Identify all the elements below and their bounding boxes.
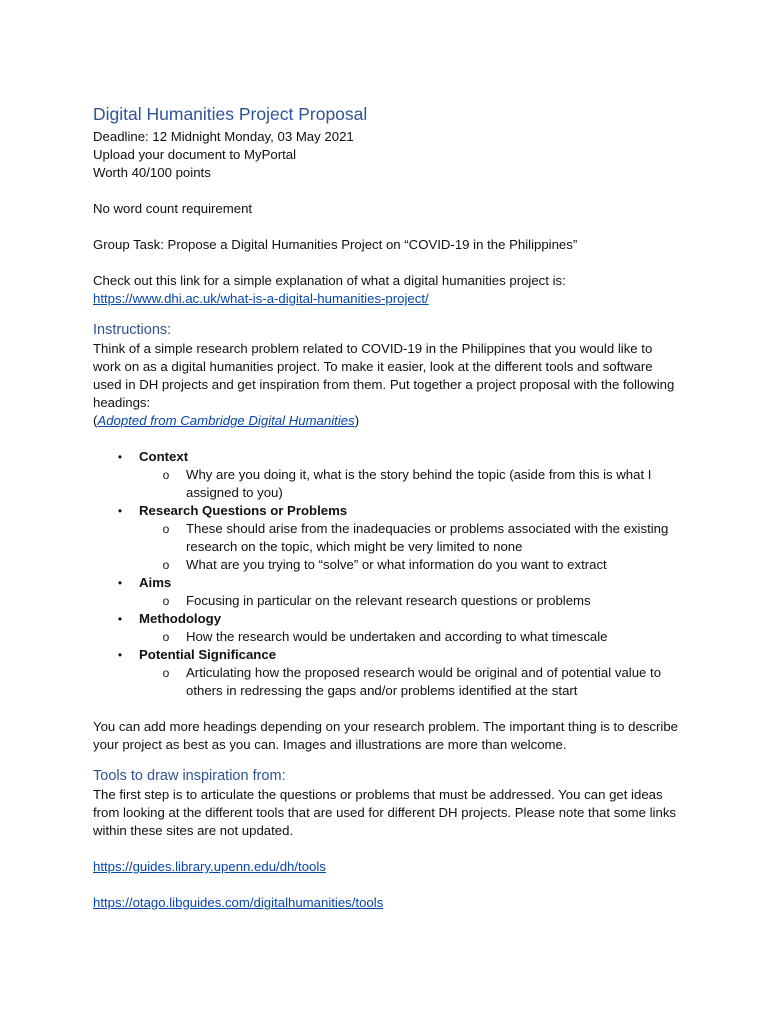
heading-label: Context: [139, 449, 189, 464]
instructions-body: Think of a simple research problem related to COVID-19 in the Philippines that you would like to work on as a digital humanities project. To make it easier, look at the different tools and software used in DH projects and get inspiration from them. Put together a project proposal with the following headings:: [93, 341, 675, 410]
sub-item: o Articulating how the proposed research would be original and of potential value to others in redressing the gaps and/or problems identified at the start: [162, 665, 662, 698]
bullet: •: [117, 612, 123, 626]
heading-label: Methodology: [139, 611, 222, 626]
sub-item: o Focusing in particular on the relevant research questions or problems: [162, 593, 591, 608]
sub-item: o How the research would be undertaken and according to what timescale: [162, 629, 608, 644]
document-body: [93, 102, 683, 912]
sub-item: o Why are you doing it, what is the story behind the topic (aside from this is what I assigned to you): [162, 467, 652, 500]
bullet: •: [117, 504, 123, 518]
heading-label: Aims: [139, 575, 172, 590]
bullet: •: [117, 648, 123, 662]
bullet: •: [117, 450, 123, 464]
tools-body: The first step is to articulate the questions or problems that must be addressed. You can get ideas from looking at the different tools that are used for different DH projects. Please note that some links within these sites are not updated.: [93, 787, 677, 838]
closing-paragraph: You can add more headings depending on your research problem. The important thing is to describe your project as best as you can. Images and illustrations are more than welcome.: [93, 719, 679, 752]
list-item-context: [93, 448, 683, 502]
check-link-text: Check out this link for a simple explanation of what a digital humanities project is:: [93, 273, 566, 288]
bullet: •: [117, 576, 123, 590]
deadline-line: Deadline: 12 Midnight Monday, 03 May 2021: [93, 129, 354, 144]
document-title: Digital Humanities Project Proposal: [93, 104, 368, 124]
worth-line: Worth 40/100 points: [93, 165, 211, 180]
word-count-line: No word count requirement: [93, 201, 253, 216]
upenn-tools-link[interactable]: https://guides.library.upenn.edu/dh/tools: [93, 859, 326, 874]
heading-label: Potential Significance: [139, 647, 277, 662]
cambridge-link[interactable]: Adopted from Cambridge Digital Humanities: [97, 413, 355, 428]
instructions-heading: Instructions:: [93, 322, 172, 338]
sub-item: o What are you trying to “solve” or what information do you want to extract: [162, 557, 607, 572]
heading-label: Research Questions or Problems: [139, 503, 348, 518]
list-item-research-questions: [93, 502, 683, 574]
list-item-methodology: [93, 610, 683, 646]
group-task-line: Group Task: Propose a Digital Humanities Project on “COVID-19 in the Philippines”: [93, 237, 578, 252]
sub-item: o These should arise from the inadequacies or problems associated with the existing research on the topic, which might be very limited to none: [162, 521, 669, 554]
adopted-line: (Adopted from Cambridge Digital Humanities): [93, 413, 360, 428]
tools-heading: Tools to draw inspiration from:: [93, 768, 286, 784]
otago-tools-link[interactable]: https://otago.libguides.com/digitalhumanities/tools: [93, 895, 384, 910]
proposal-headings-list: [93, 448, 683, 700]
dhi-link[interactable]: https://www.dhi.ac.uk/what-is-a-digital-humanities-project/: [93, 291, 429, 306]
list-item-aims: [93, 574, 683, 610]
upload-line: Upload your document to MyPortal: [93, 147, 297, 162]
list-item-potential-significance: [93, 646, 683, 700]
